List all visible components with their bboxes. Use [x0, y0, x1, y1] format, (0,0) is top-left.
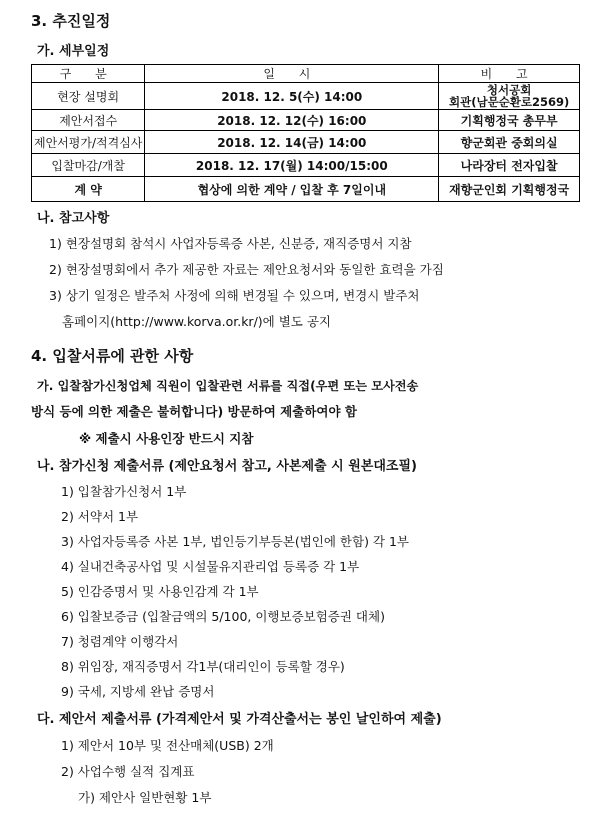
item-a-line2: 방식 등에 의한 제출은 불허합니다) 방문하여 제출하여야 함 [31, 404, 357, 419]
header-datetime: 일 시 [145, 65, 439, 83]
cell-remarks-line2: 회관(남문순환로2569) [448, 95, 570, 109]
cell-category: 계 약 [32, 177, 145, 202]
schedule-table [31, 64, 580, 202]
list-item: 6) 입찰보증금 (입찰금액의 5/100, 이행보증보험증권 대체) [61, 609, 385, 624]
list-item: 2) 서약서 1부 [61, 509, 139, 524]
header-remarks: 비 고 [439, 65, 580, 83]
table-row [32, 177, 580, 202]
list-item: 2) 사업수행 실적 집계표 [61, 764, 195, 779]
table-row [32, 131, 580, 154]
item-c-title: 다. 제안서 제출서류 (가격제안서 및 가격산출서는 봉인 날인하여 제출) [37, 712, 442, 727]
cell-remarks: 기획행정국 총무부 [439, 110, 580, 131]
cell-remarks: 나라장터 전자입찰 [439, 154, 580, 177]
list-item: 3) 사업자등록증 사본 1부, 법인등기부등본(법인에 한함) 각 1부 [61, 534, 410, 549]
cell-datetime: 2018. 12. 14(금) 14:00 [145, 131, 439, 154]
list-item: 1) 입찰참가신청서 1부 [61, 484, 187, 499]
list-item: 4) 실내건축공사업 및 시설물유지관리업 등록증 각 1부 [61, 559, 360, 574]
table-row [32, 83, 580, 110]
list-item: 8) 위임장, 재직증명서 각1부(대리인이 등록할 경우) [61, 659, 345, 674]
cell-remarks: 향군회관 중회의실 [439, 131, 580, 154]
cell-category: 입찰마감/개찰 [32, 154, 145, 177]
cell-remarks-line1: 청서공회 [486, 83, 532, 97]
item-a-line1: 가. 입찰참가신청업체 직원이 입찰관련 서류를 직접(우편 또는 모사전송 [37, 379, 419, 393]
table-row [32, 110, 580, 131]
subsection-notes-title: 나. 참고사항 [37, 211, 110, 226]
list-item: 5) 인감증명서 및 사용인감계 각 1부 [61, 584, 259, 599]
list-subitem: 가) 제안사 일반현황 1부 [78, 790, 212, 805]
section-4-title: 4. 입찰서류에 관한 사항 [31, 347, 194, 365]
note-item: 3) 상기 일정은 발주처 사정에 의해 변경될 수 있으며, 변경시 발주처 [49, 288, 420, 303]
list-item: 1) 제안서 10부 및 전산매체(USB) 2개 [61, 738, 274, 753]
table-header-row [32, 65, 580, 83]
note-item: 2) 현장설명회에서 추가 제공한 자료는 제안요청서와 동일한 효력을 가짐 [49, 262, 444, 277]
note-item-continuation: 홈페이지(http://www.korva.or.kr/)에 별도 공지 [62, 314, 331, 329]
cell-category: 현장 설명회 [32, 83, 145, 110]
cell-datetime: 협상에 의한 계약 / 입찰 후 7일이내 [145, 177, 439, 202]
list-item: 7) 청렴계약 이행각서 [61, 634, 179, 649]
cell-category: 제안서평가/적격심사 [32, 131, 145, 154]
subsection-schedule-title: 가. 세부일정 [37, 44, 110, 59]
note-item: 1) 현장설명회 참석시 사업자등록증 사본, 신분증, 재직증명서 지참 [49, 236, 412, 251]
item-a-note: ※ 제출시 사용인장 반드시 지참 [79, 431, 254, 446]
cell-category: 제안서접수 [32, 110, 145, 131]
header-category: 구 분 [32, 65, 145, 83]
cell-datetime: 2018. 12. 12(수) 16:00 [145, 110, 439, 131]
cell-remarks: 재향군인회 기획행정국 [439, 177, 580, 202]
cell-remarks [439, 83, 580, 110]
list-item: 9) 국세, 지방세 완납 증명서 [61, 684, 215, 699]
table-row [32, 154, 580, 177]
cell-datetime: 2018. 12. 5(수) 14:00 [145, 83, 439, 110]
section-3-title: 3. 추진일정 [31, 12, 111, 30]
cell-datetime: 2018. 12. 17(월) 14:00/15:00 [145, 154, 439, 177]
item-b-title: 나. 참가신청 제출서류 (제안요청서 참고, 사본제출 시 원본대조필) [37, 459, 417, 474]
